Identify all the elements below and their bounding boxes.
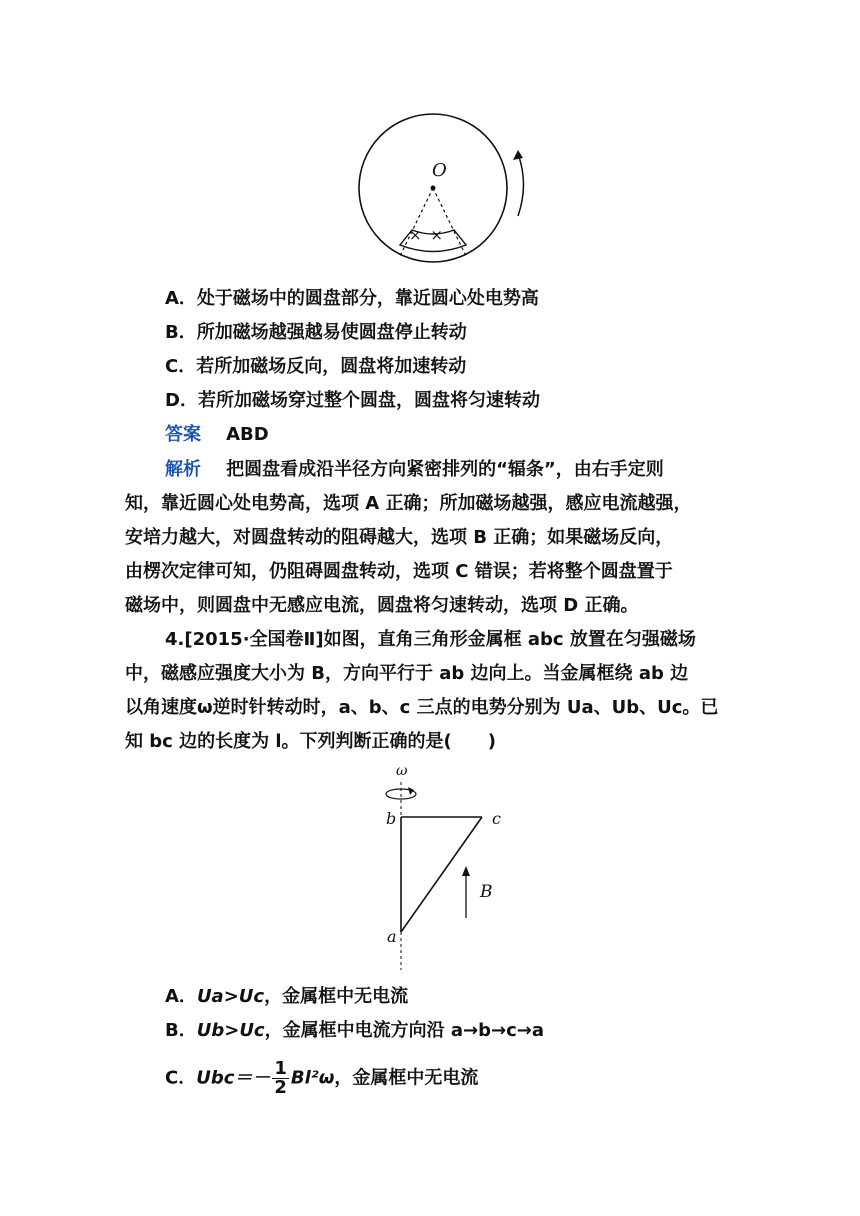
triangle-frame-figure [370, 760, 530, 975]
analysis-line-1 [165, 455, 664, 485]
analysis-line-3: 安培力越大，对圆盘转动的阻碍越大，选项 B 正确；如果磁场反向， [125, 527, 674, 548]
disk-diagram [345, 100, 545, 280]
option-expression: Ua>Uc [196, 986, 265, 1007]
question4-line-1 [165, 625, 696, 655]
q4-option-a [165, 982, 408, 1012]
option-c [165, 352, 466, 382]
option-letter: C． [165, 1067, 197, 1089]
question-text: 如图，直角三角形金属框 abc 放置在匀强磁场 [323, 629, 696, 650]
analysis-line-2: 知，靠近圆心处电势高，选项 A 正确；所加磁场越强，感应电流越强， [125, 493, 692, 514]
q4-option-c [165, 1060, 478, 1097]
question-source: [2015·全国卷Ⅱ] [184, 629, 324, 650]
center-label: O [432, 160, 447, 181]
fraction-denominator: 2 [274, 1077, 287, 1098]
option-a [165, 284, 539, 314]
option-expression-left: Ubc＝－ [196, 1067, 271, 1089]
fraction-numerator: 1 [274, 1058, 287, 1079]
question4-line-4: 知 bc 边的长度为 l。下列判断正确的是( ) [125, 731, 496, 752]
option-letter: A． [165, 986, 197, 1007]
analysis-line-4: 由楞次定律可知，仍阻碍圆盘转动，选项 C 错误；若将整个圆盘置于 [125, 561, 673, 582]
option-letter: B． [165, 1020, 197, 1041]
analysis-label: 解析 [165, 459, 201, 480]
vertex-c-label: c [492, 809, 501, 828]
field-b-label: B [480, 882, 493, 902]
magnetic-field-crosses: × × [409, 226, 445, 244]
option-expression-right: Bl²ω [290, 1067, 335, 1089]
q4-option-b [165, 1016, 544, 1046]
option-letter: B． [165, 322, 197, 343]
answer-label: 答案 [165, 424, 201, 445]
option-text: ，金属框中电流方向沿 a→b→c→a [264, 1020, 544, 1041]
option-text: 若所加磁场反向，圆盘将加速转动 [196, 356, 467, 377]
option-d [165, 386, 540, 416]
option-expression: Ub>Uc [196, 1020, 265, 1041]
option-text: 所加磁场越强越易使圆盘停止转动 [196, 322, 467, 343]
option-letter: C． [165, 356, 197, 377]
option-letter: D． [165, 390, 198, 411]
option-text: 若所加磁场穿过整个圆盘，圆盘将匀速转动 [197, 390, 540, 411]
analysis-text: 把圆盘看成沿半径方向紧密排列的“辐条”，由右手定则 [226, 459, 664, 480]
question-number: 4. [165, 629, 185, 650]
question4-line-3: 以角速度ω逆时针转动时，a、b、c 三点的电势分别为 Ua、Ub、Uc。已 [125, 697, 719, 718]
option-text: 处于磁场中的圆盘部分，靠近圆心处电势高 [196, 288, 539, 309]
answer-value: ABD [226, 424, 269, 445]
option-b [165, 318, 467, 348]
option-text: ，金属框中无电流 [264, 986, 409, 1007]
omega-label: ω [396, 763, 408, 779]
vertex-b-label: b [386, 809, 397, 828]
vertex-a-label: a [387, 927, 397, 946]
disk-figure [345, 100, 545, 280]
fraction [272, 1060, 289, 1097]
option-text: ，金属框中无电流 [334, 1067, 479, 1089]
answer-line [165, 420, 269, 450]
option-letter: A． [165, 288, 197, 309]
analysis-line-5: 磁场中，则圆盘中无感应电流，圆盘将匀速转动，选项 D 正确。 [125, 595, 639, 616]
question4-line-2: 中，磁感应强度大小为 B，方向平行于 ab 边向上。当金属框绕 ab 边 [125, 663, 689, 684]
